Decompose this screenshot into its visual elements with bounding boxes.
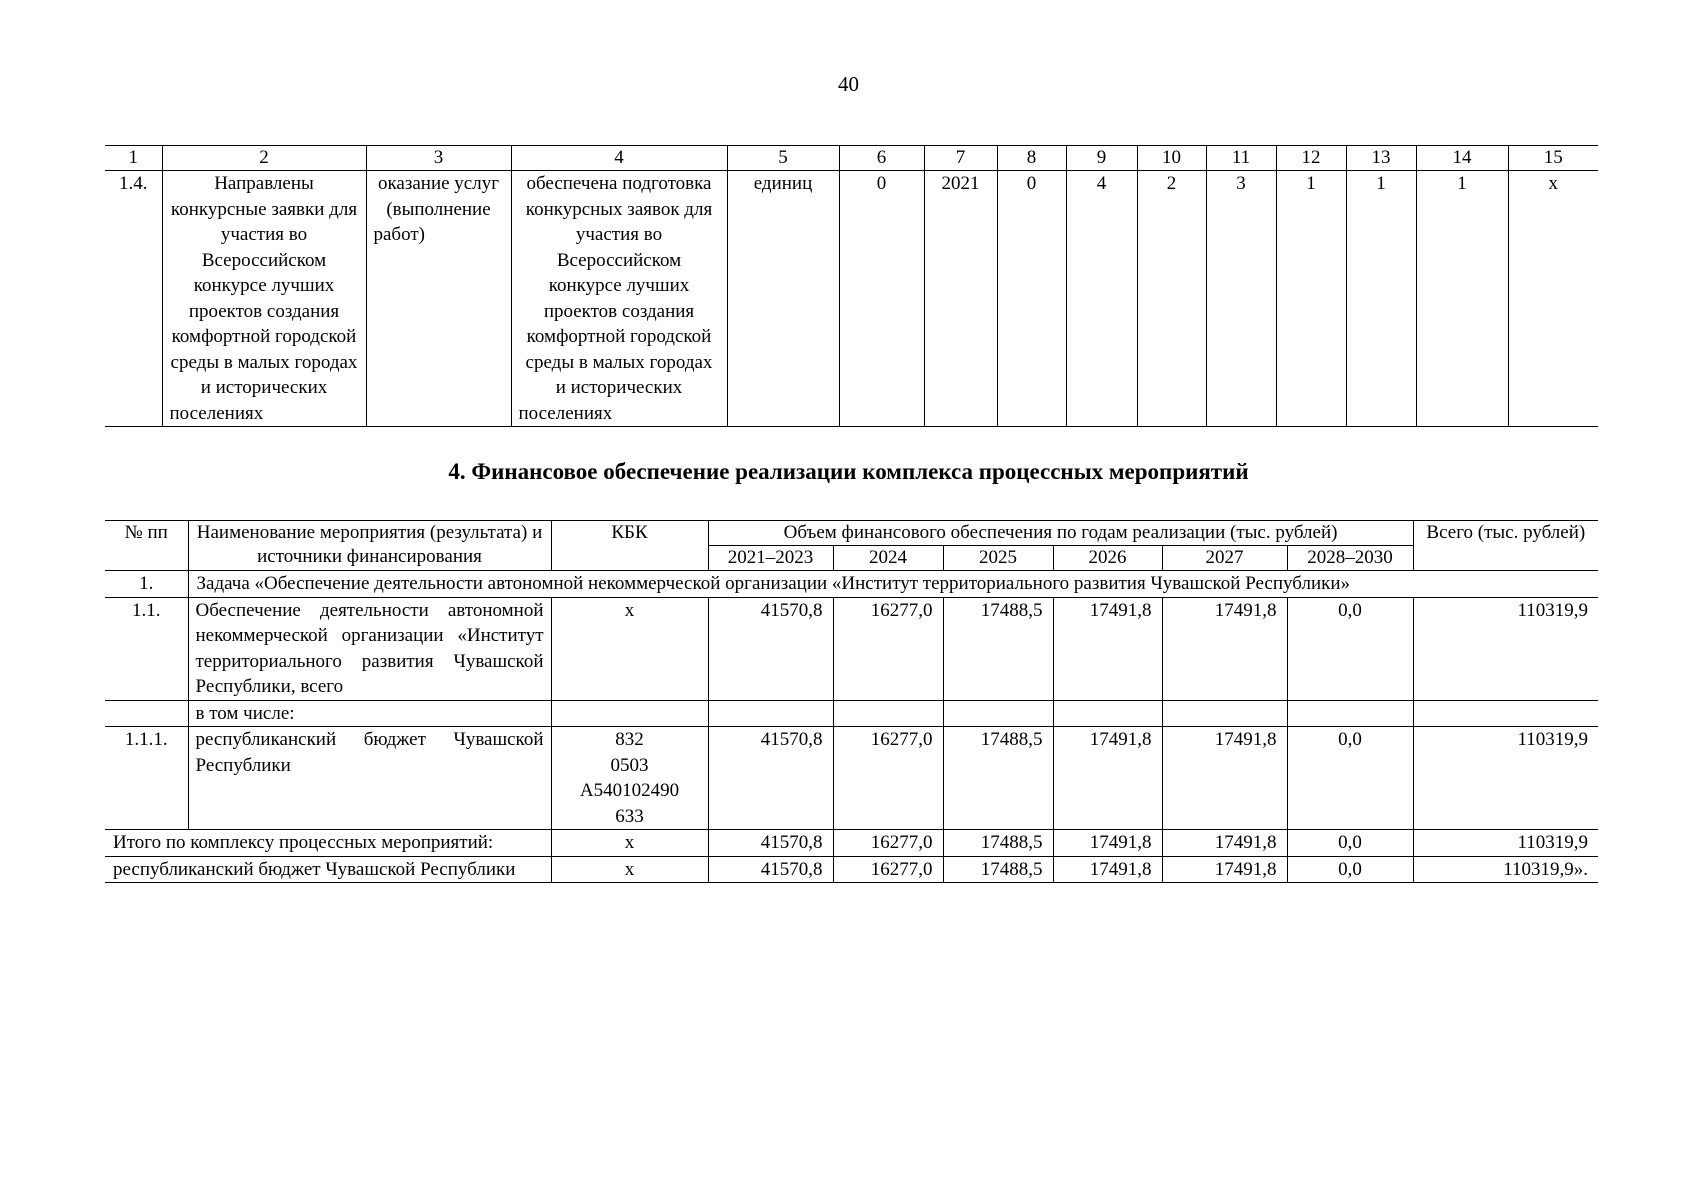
total-cell: 110319,9 <box>1413 597 1598 700</box>
task-row <box>105 571 1598 598</box>
year-header: 2025 <box>943 546 1053 571</box>
base-year: 2021 <box>924 171 997 427</box>
column-number-header: 3 <box>366 146 511 171</box>
empty-cell <box>1413 700 1598 727</box>
results-table-header-row <box>105 146 1598 171</box>
year-header: 2026 <box>1053 546 1162 571</box>
amount-cell: 16277,0 <box>833 597 943 700</box>
amount-cell: 17491,8 <box>1162 597 1287 700</box>
year-header: 2028–2030 <box>1287 546 1413 571</box>
kbk-cell: х <box>551 856 708 883</box>
result-description: обеспечена подготовка конкурсных заявок для участия во Всероссийском конкурсе лучших проектов создания комфортной городской среды в малых городах и исторических поселениях <box>511 171 727 427</box>
amount-cell: 0,0 <box>1287 830 1413 857</box>
year-header: 2024 <box>833 546 943 571</box>
empty-cell <box>708 700 833 727</box>
kbk-header: КБК <box>551 521 708 571</box>
kbk-code-line: 832 <box>615 729 644 750</box>
empty-cell <box>833 700 943 727</box>
column-number-header: 8 <box>997 146 1066 171</box>
row-number: 1.4. <box>105 171 162 427</box>
empty-cell <box>105 700 188 727</box>
value-cell: 1 <box>1346 171 1416 427</box>
source-number: 1.1.1. <box>105 727 188 830</box>
budget-total-row <box>105 856 1598 883</box>
base-value: 0 <box>839 171 924 427</box>
amount-cell: 0,0 <box>1287 727 1413 830</box>
column-number-header: 10 <box>1137 146 1206 171</box>
amount-cell: 17491,8 <box>1162 830 1287 857</box>
amount-cell: 17488,5 <box>943 727 1053 830</box>
amount-cell: 17491,8 <box>1053 597 1162 700</box>
column-number-header: 13 <box>1346 146 1416 171</box>
financing-table <box>105 520 1598 883</box>
value-cell: 1 <box>1416 171 1508 427</box>
result-name: Направлены конкурсные заявки для участия во Всероссийском конкурсе лучших проектов создания комфортной городской среды в малых городах и исторических поселениях <box>162 171 366 427</box>
including-row <box>105 700 1598 727</box>
column-number-header: 15 <box>1508 146 1598 171</box>
value-cell: 1 <box>1276 171 1346 427</box>
section-heading: 4. Финансовое обеспечение реализации комплекса процессных мероприятий <box>448 459 1249 484</box>
total-header: Всего (тыс. рублей) <box>1413 521 1598 571</box>
amount-cell: 16277,0 <box>833 727 943 830</box>
kbk-code-line: 0503 <box>610 754 649 776</box>
page-number: 40 <box>838 72 859 96</box>
amount-cell: 17491,8 <box>1162 727 1287 830</box>
empty-cell <box>1287 700 1413 727</box>
total-cell: 110319,9 <box>1413 830 1598 857</box>
volume-header: Объем финансового обеспечения по годам реализации (тыс. рублей) <box>708 521 1413 546</box>
amount-cell: 16277,0 <box>833 856 943 883</box>
column-number-header: 1 <box>105 146 162 171</box>
amount-cell: 41570,8 <box>708 597 833 700</box>
empty-cell <box>1053 700 1162 727</box>
financing-header-row <box>105 521 1598 546</box>
amount-cell: 17491,8 <box>1053 830 1162 857</box>
source-name: республиканский бюджет Чувашской Республики <box>188 727 551 830</box>
column-number-header: 12 <box>1276 146 1346 171</box>
column-number-header: 9 <box>1066 146 1137 171</box>
activity-row <box>105 597 1598 700</box>
kbk-code-line: А540102490 <box>579 780 680 801</box>
empty-cell <box>943 700 1053 727</box>
grand-total-label: Итого по комплексу процессных мероприятий: <box>105 830 551 857</box>
task-title: Задача «Обеспечение деятельности автономной некоммерческой организации «Институт территориального развития Чувашской Республики» <box>188 571 1598 598</box>
task-number: 1. <box>105 571 188 598</box>
number-header: № пп <box>105 521 188 571</box>
value-cell: 4 <box>1066 171 1137 427</box>
column-number-header: 4 <box>511 146 727 171</box>
empty-cell <box>1162 700 1287 727</box>
results-table-row <box>105 171 1598 427</box>
value-cell: х <box>1508 171 1598 427</box>
budget-source-row <box>105 727 1598 830</box>
amount-cell: 0,0 <box>1287 597 1413 700</box>
column-number-header: 7 <box>924 146 997 171</box>
amount-cell: 17491,8 <box>1053 856 1162 883</box>
column-number-header: 2 <box>162 146 366 171</box>
kbk-code-cell <box>551 727 708 830</box>
value-cell: 3 <box>1206 171 1276 427</box>
amount-cell: 0,0 <box>1287 856 1413 883</box>
activity-name: Обеспечение деятельности автономной некоммерческой организации «Институт территориального развития Чувашской Республики, всего <box>188 597 551 700</box>
grand-total-row <box>105 830 1598 857</box>
kbk-code-line: 633 <box>615 805 644 827</box>
year-header: 2021–2023 <box>708 546 833 571</box>
total-cell: 110319,9». <box>1413 856 1598 883</box>
results-table <box>105 145 1598 427</box>
year-header: 2027 <box>1162 546 1287 571</box>
including-label: в том числе: <box>188 700 551 727</box>
column-number-header: 11 <box>1206 146 1276 171</box>
empty-cell <box>551 700 708 727</box>
amount-cell: 17488,5 <box>943 830 1053 857</box>
budget-total-label: республиканский бюджет Чувашской Республики <box>105 856 551 883</box>
total-cell: 110319,9 <box>1413 727 1598 830</box>
column-number-header: 14 <box>1416 146 1508 171</box>
value-cell: 0 <box>997 171 1066 427</box>
unit-of-measure: единиц <box>727 171 839 427</box>
amount-cell: 41570,8 <box>708 727 833 830</box>
value-cell: 2 <box>1137 171 1206 427</box>
activity-number: 1.1. <box>105 597 188 700</box>
amount-cell: 17488,5 <box>943 856 1053 883</box>
kbk-cell: х <box>551 830 708 857</box>
column-number-header: 6 <box>839 146 924 171</box>
result-type: оказание услуг (выполнение работ) <box>366 171 511 427</box>
amount-cell: 17488,5 <box>943 597 1053 700</box>
kbk-cell: х <box>551 597 708 700</box>
amount-cell: 17491,8 <box>1162 856 1287 883</box>
column-number-header: 5 <box>727 146 839 171</box>
amount-cell: 16277,0 <box>833 830 943 857</box>
name-header: Наименование мероприятия (результата) и источники финансирования <box>188 521 551 571</box>
amount-cell: 41570,8 <box>708 856 833 883</box>
amount-cell: 17491,8 <box>1053 727 1162 830</box>
amount-cell: 41570,8 <box>708 830 833 857</box>
